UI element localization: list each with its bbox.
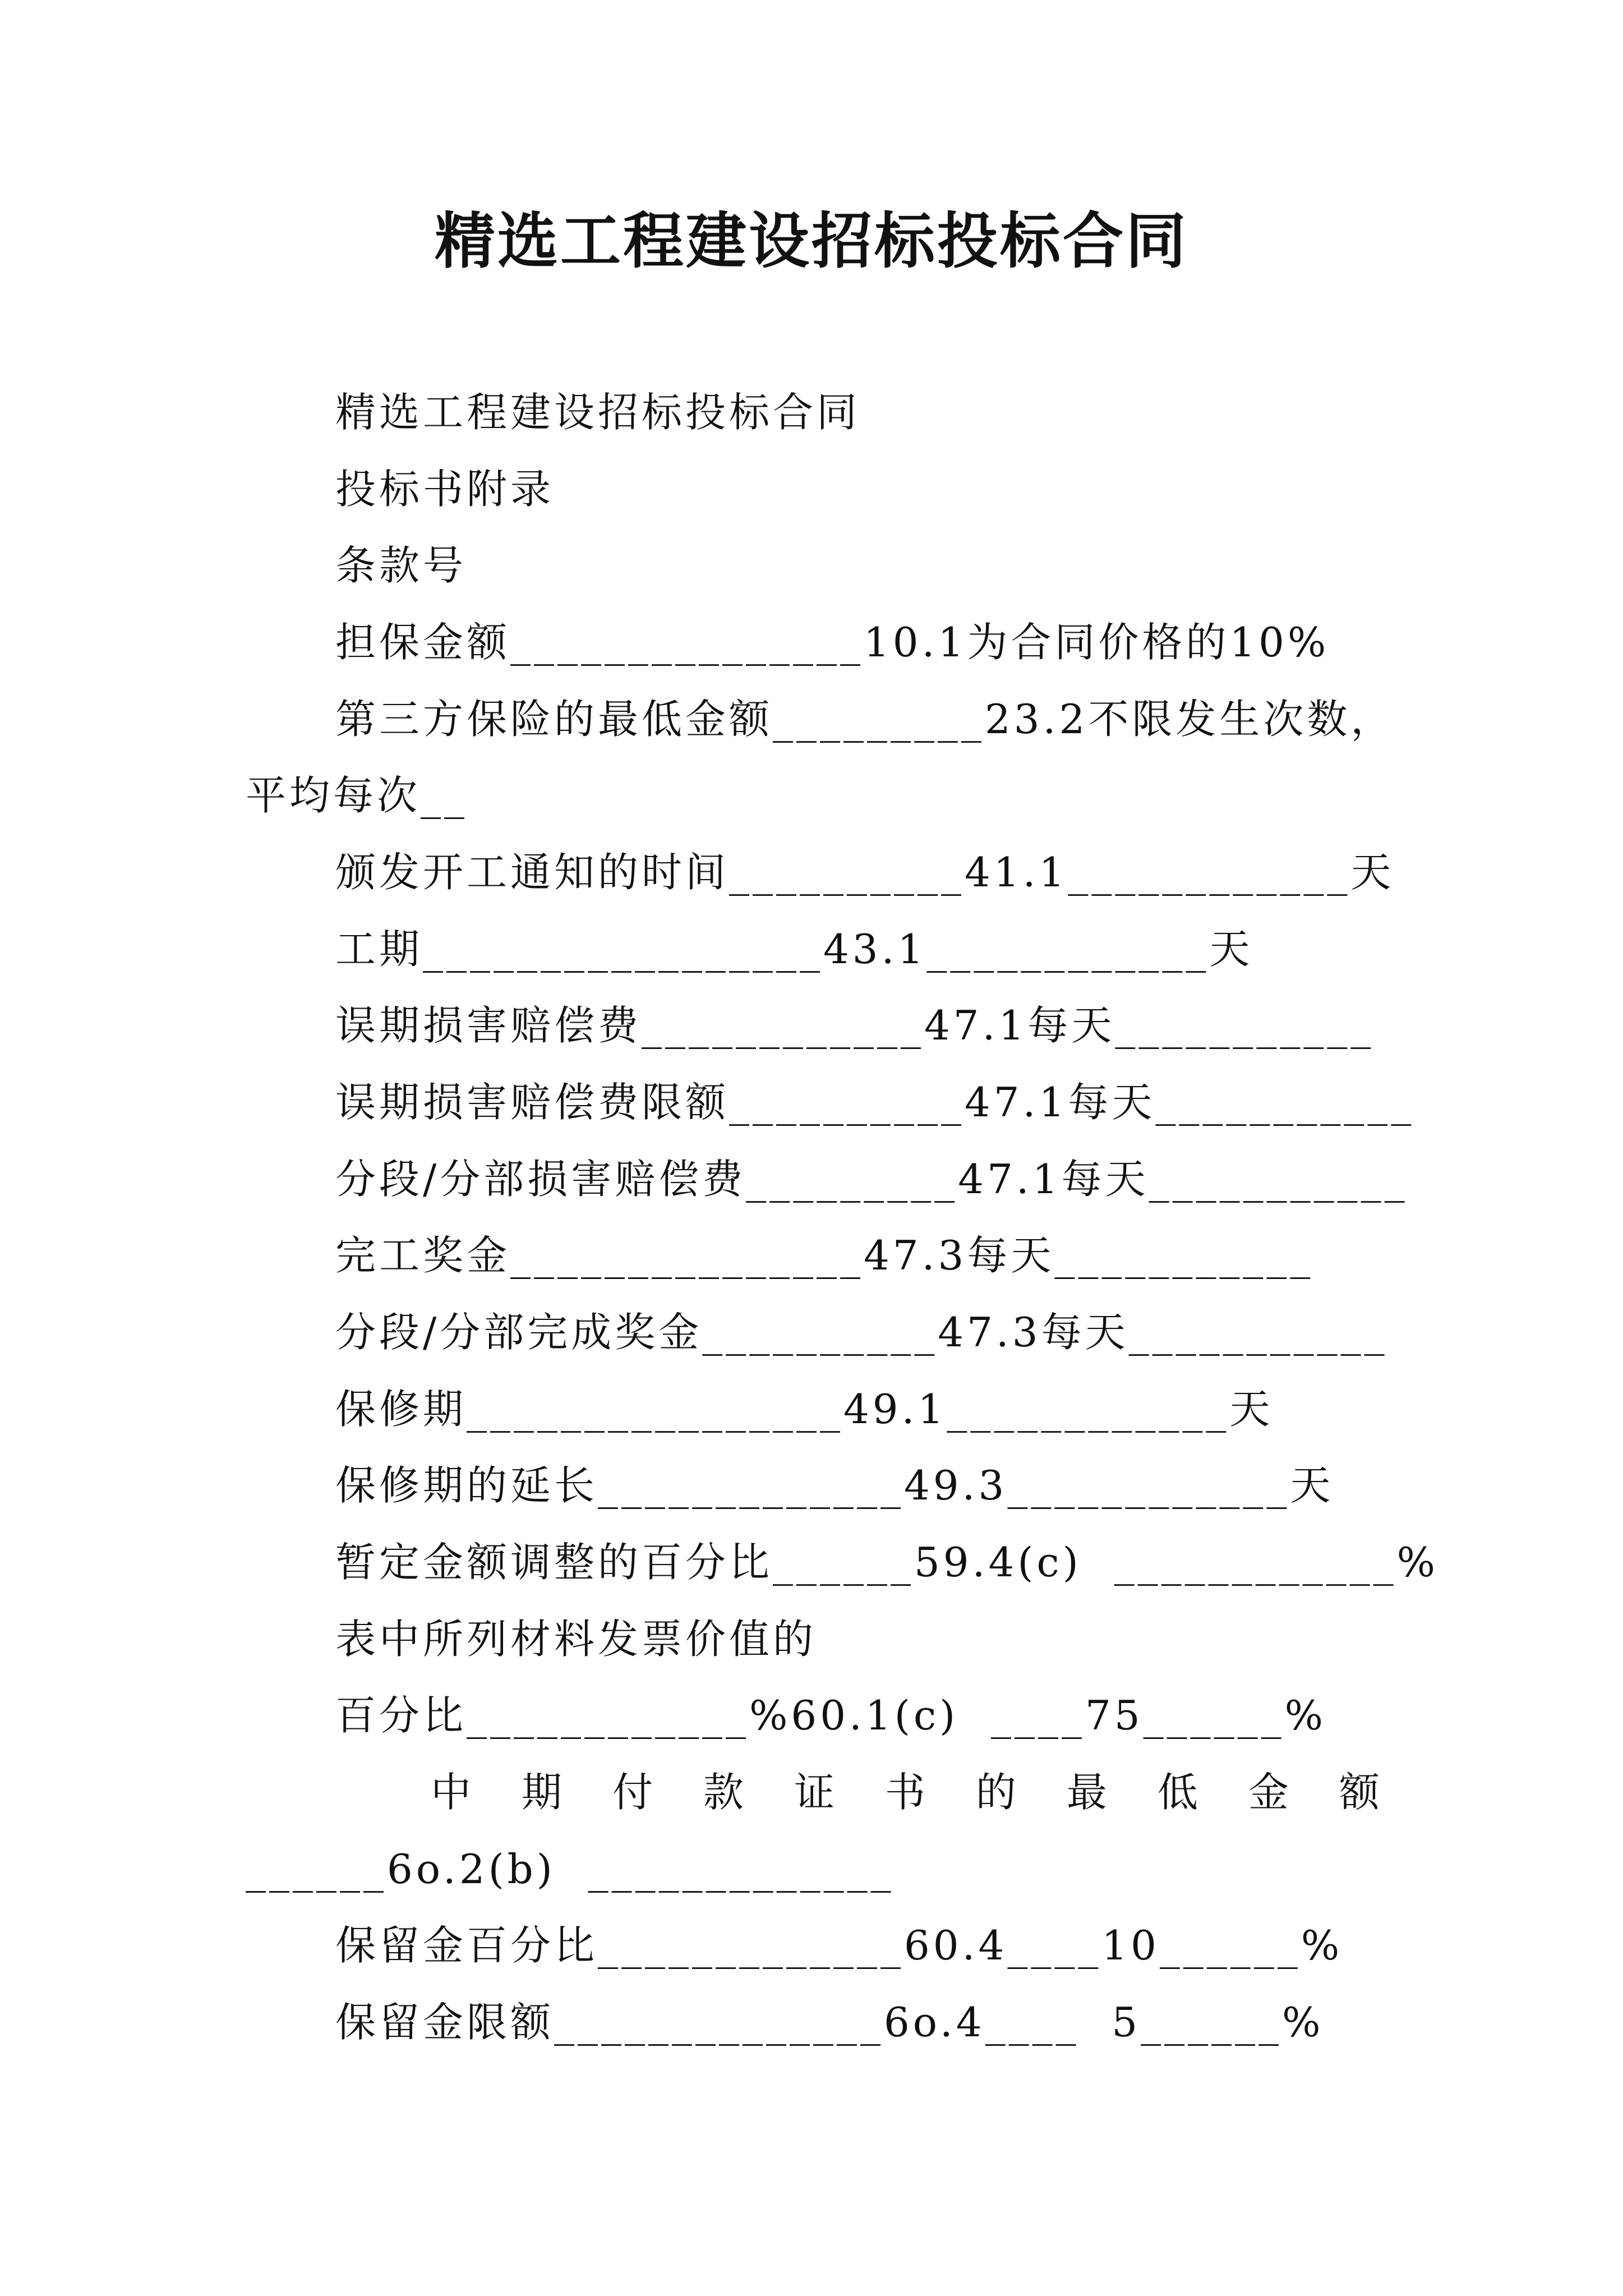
- text-line: 分段/分部完成奖金__________47.3每天___________: [335, 1309, 1388, 1356]
- text-line: 保修期的延长_____________49.3____________天: [335, 1462, 1334, 1509]
- spaced-char: 中: [431, 1769, 472, 1816]
- text-line: 误期损害赔偿费____________47.1每天___________: [335, 1002, 1375, 1049]
- text-line: 精选工程建设招标投标合同: [335, 389, 861, 436]
- text-line: 担保金额_______________10.1为合同价格的10%: [335, 619, 1330, 666]
- text-line: 分段/分部损害赔偿费_________47.1每天___________: [335, 1156, 1408, 1203]
- spaced-char: 低: [1157, 1769, 1198, 1816]
- text-line: 投标书附录: [335, 466, 555, 513]
- spaced-char: 款: [703, 1769, 744, 1816]
- text-line: 工期_________________43.1____________天: [335, 926, 1253, 973]
- text-line: 暂定金额调整的百分比______59.4(c) ____________%: [335, 1539, 1439, 1586]
- spaced-text-line: [335, 1764, 1380, 1820]
- text-line: 第三方保险的最低金额_________23.2不限发生次数，: [335, 696, 1395, 743]
- text-line: 颁发开工通知的时间__________41.1____________天: [335, 849, 1395, 896]
- spaced-char: 最: [1066, 1769, 1107, 1816]
- spaced-char: 期: [521, 1769, 562, 1816]
- text-line: 误期损害赔偿费限额__________47.1每天___________: [335, 1079, 1415, 1126]
- text-line: ______6o.2(b) _____________: [246, 1846, 895, 1893]
- text-line: 百分比____________%60.1(c) ____75______%: [335, 1692, 1327, 1739]
- spaced-char: 的: [975, 1769, 1016, 1816]
- spaced-char: 付: [612, 1769, 653, 1816]
- text-line: 保留金百分比_____________60.4____10______%: [335, 1922, 1343, 1969]
- text-line: 表中所列材料发票价值的: [335, 1616, 817, 1663]
- text-line: 保留金限额______________6o.4____ 5______%: [335, 1999, 1324, 2046]
- text-line: 保修期________________49.1____________天: [335, 1386, 1274, 1433]
- text-line: 平均每次__: [246, 772, 468, 819]
- text-line: 完工奖金_______________47.3每天___________: [335, 1232, 1314, 1279]
- text-line: 条款号: [335, 542, 467, 589]
- spaced-char: 金: [1248, 1769, 1289, 1816]
- spaced-char: 证: [794, 1769, 834, 1816]
- spaced-char: 书: [884, 1769, 925, 1816]
- document-title: 精选工程建设招标投标合同: [434, 206, 1188, 277]
- spaced-char: 额: [1339, 1769, 1380, 1816]
